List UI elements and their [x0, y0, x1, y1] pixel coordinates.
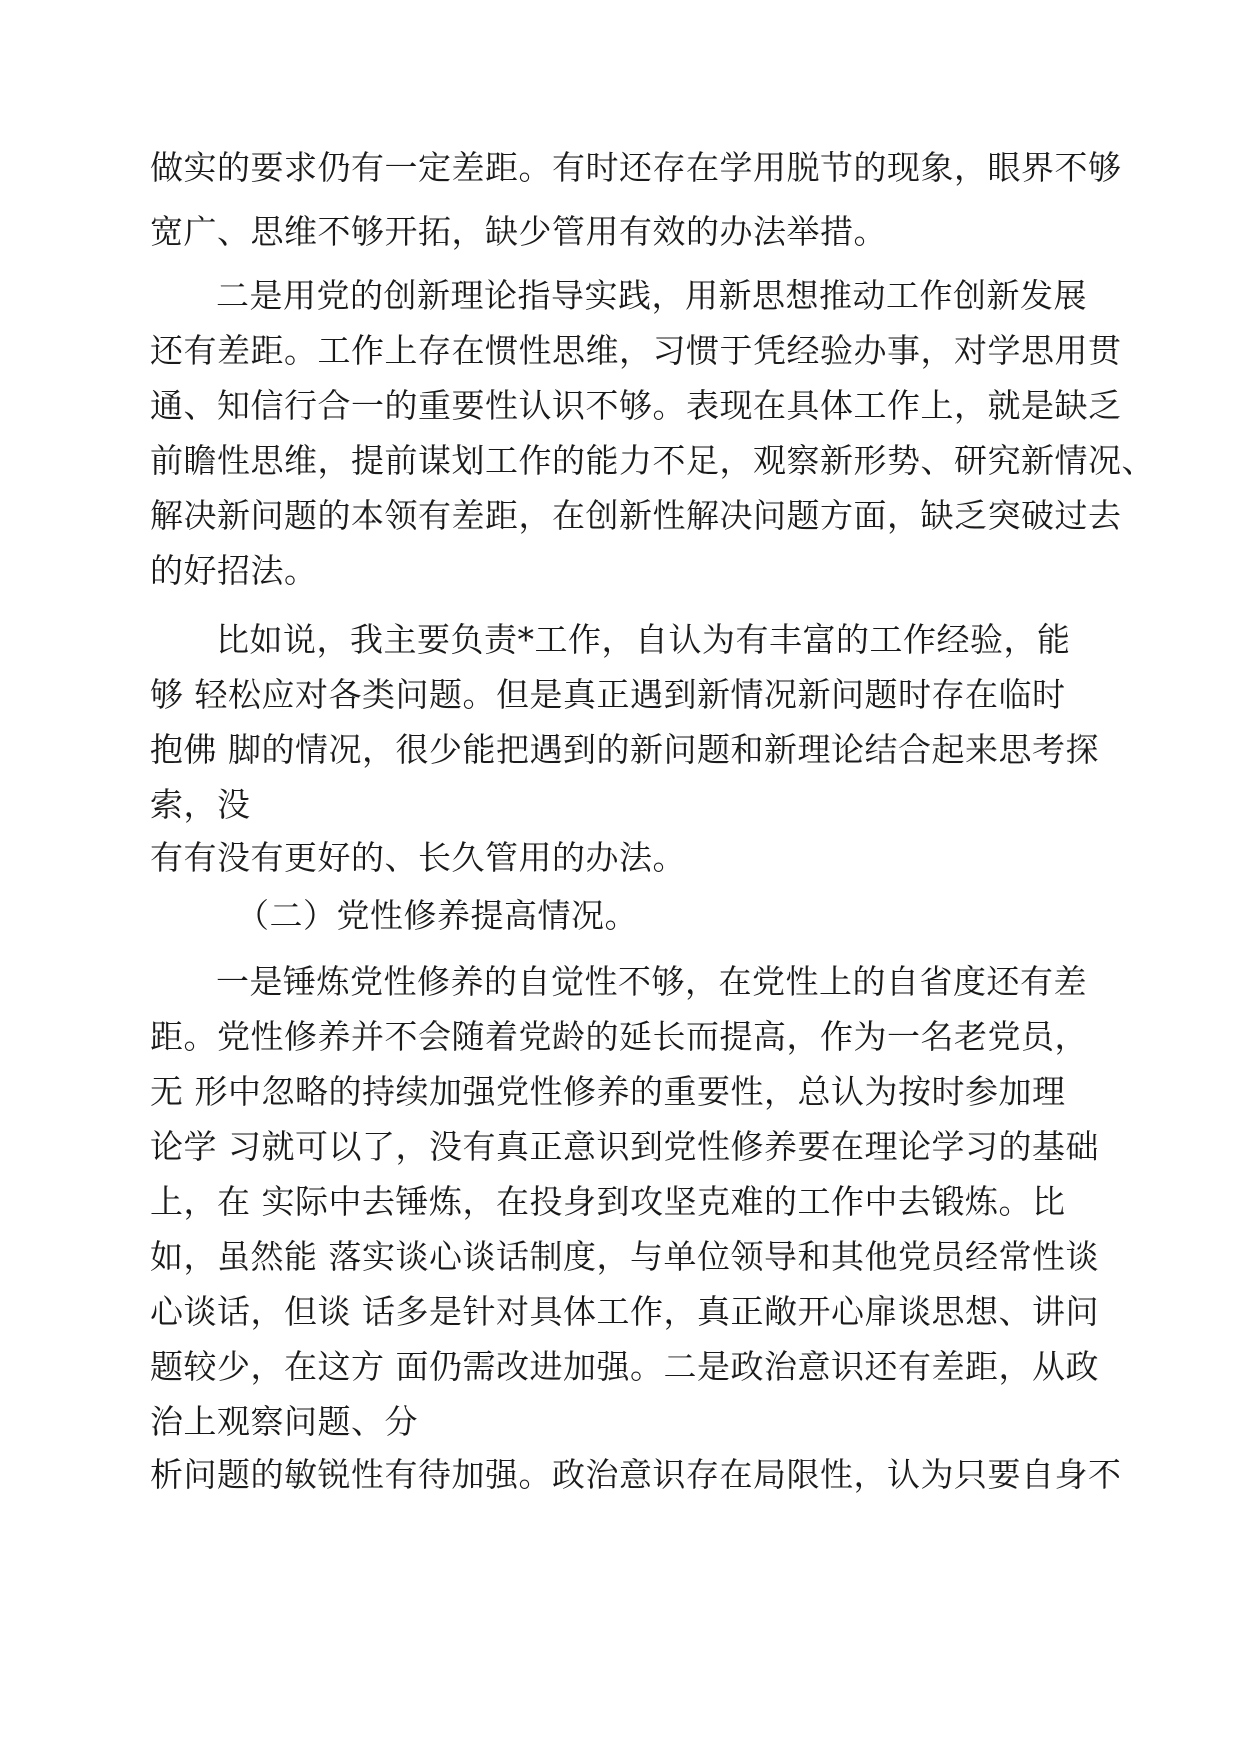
text-line: 抱佛 脚的情况，很少能把遇到的新问题和新理论结合起来思考探 [150, 730, 1099, 769]
text-line: 索，没 [150, 785, 251, 824]
section-heading: （二）党性修养提高情况。 [236, 896, 638, 935]
text-line: 还有差距。工作上存在惯性思维，习惯于凭经验办事，对学思用贯 [150, 331, 1122, 370]
text-line: 的好招法。 [150, 551, 318, 590]
paragraph-start-line: 一是锤炼党性修养的自觉性不够，在党性上的自省度还有差 [216, 962, 1087, 1001]
paragraph-start-line: 二是用党的创新理论指导实践，用新思想推动工作创新发展 [216, 276, 1087, 315]
text-line: 前瞻性思维，提前谋划工作的能力不足，观察新形势、研究新情况、 [150, 441, 1155, 480]
paragraph-start-line: 比如说，我主要负责*工作，自认为有丰富的工作经验，能 [216, 620, 1071, 659]
text-line: 论学 习就可以了，没有真正意识到党性修养要在理论学习的基础 [150, 1127, 1099, 1166]
text-line: 上，在 实际中去锤炼，在投身到攻坚克难的工作中去锻炼。比 [150, 1182, 1066, 1221]
text-line: 无 形中忽略的持续加强党性修养的重要性，总认为按时参加理 [150, 1072, 1066, 1111]
text-line: 通、知信行合一的重要性认识不够。表现在具体工作上，就是缺乏 [150, 386, 1122, 425]
text-line: 治上观察问题、分 [150, 1402, 418, 1441]
text-line: 宽广、思维不够开拓，缺少管用有效的办法举措。 [150, 212, 887, 251]
text-line: 距。党性修养并不会随着党龄的延长而提高，作为一名老党员， [150, 1017, 1088, 1056]
text-line: 如，虽然能 落实谈心谈话制度，与单位领导和其他党员经常性谈 [150, 1237, 1099, 1276]
text-line: 做实的要求仍有一定差距。有时还存在学用脱节的现象，眼界不够 [150, 148, 1122, 187]
text-line: 析问题的敏锐性有待加强。政治意识存在局限性，认为只要自身不 [150, 1455, 1122, 1494]
text-line: 有有没有更好的、长久管用的办法。 [150, 838, 686, 877]
text-line: 解决新问题的本领有差距，在创新性解决问题方面，缺乏突破过去 [150, 496, 1122, 535]
text-line: 心谈话，但谈 话多是针对具体工作，真正敞开心扉谈思想、讲问 [150, 1292, 1099, 1331]
text-line: 题较少，在这方 面仍需改进加强。二是政治意识还有差距，从政 [150, 1347, 1099, 1386]
text-line: 够 轻松应对各类问题。但是真正遇到新情况新问题时存在临时 [150, 675, 1066, 714]
